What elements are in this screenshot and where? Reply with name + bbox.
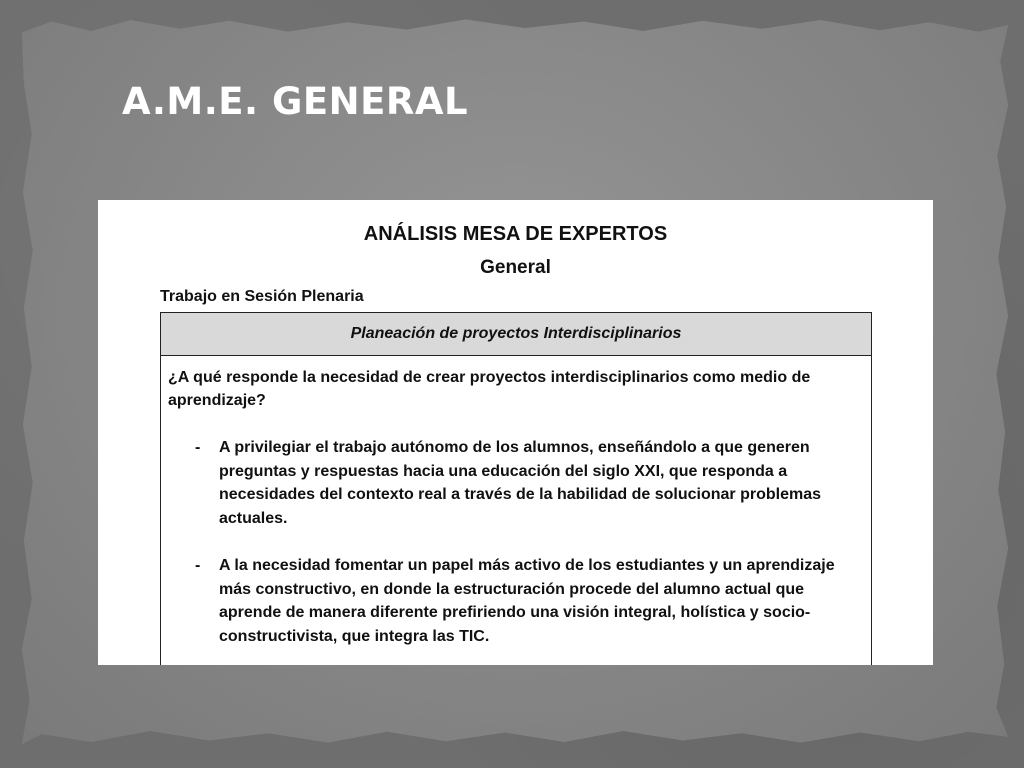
section-label: Trabajo en Sesión Plenaria <box>160 288 364 305</box>
table-header: Planeación de proyectos Interdisciplinarios <box>161 313 871 356</box>
answer-text: A privilegiar el trabajo autónomo de los alumnos, enseñándolo a que generen preguntas y respuestas hacia una educación del siglo XXI, que responda a necesidades del contexto real a través de la habilidad de solucionar problemas actuales. <box>219 439 821 527</box>
document-subtitle: General <box>480 257 551 278</box>
slide-title: A.M.E. GENERAL <box>122 80 469 123</box>
document-title: ANÁLISIS MESA DE EXPERTOS <box>363 223 668 245</box>
answer-list <box>168 436 864 648</box>
document-table <box>160 312 872 665</box>
answer-text: A la necesidad fomentar un papel más activo de los estudiantes y un aprendizaje más constructivo, en donde la estructuración procede del alumno actual que aprende de manera diferente prefiriendo una visión integral, holística y socio-constructivista, que integra las TIC. <box>219 557 835 645</box>
answer-item <box>168 554 864 648</box>
answer-item <box>168 436 864 530</box>
table-question: ¿A qué responde la necesidad de crear proyectos interdisciplinarios como medio de aprendizaje? <box>168 369 811 409</box>
table-body <box>161 356 871 648</box>
bullet-dash: - <box>195 439 201 456</box>
document-image <box>98 200 933 665</box>
bullet-dash: - <box>195 557 201 574</box>
